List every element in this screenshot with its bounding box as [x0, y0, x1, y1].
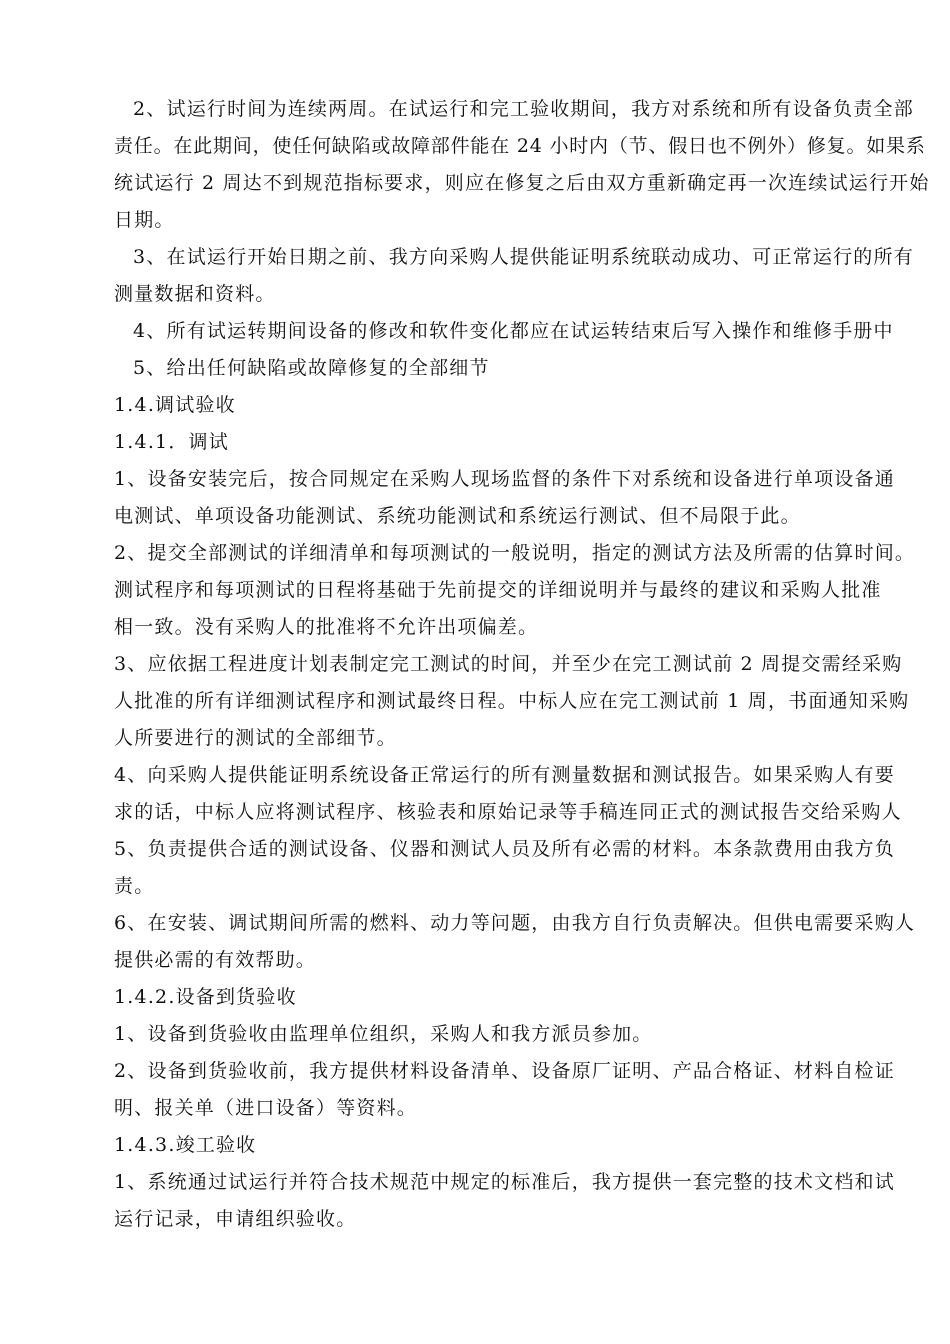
- text-line: 明、报关单（进口设备）等资料。: [114, 1097, 418, 1119]
- text-line: 2、提交全部测试的详细清单和每项测试的一般说明，指定的测试方法及所需的估算时间。: [114, 542, 916, 564]
- text-line: 4、所有试运转期间设备的修改和软件变化都应在试运转结束后写入操作和维修手册中: [133, 320, 894, 342]
- text-line: 3、应依据工程进度计划表制定完工测试的时间，并至少在完工测试前 2 周提交需经采购: [114, 653, 903, 675]
- subsection-heading: 1.4.1．调试: [114, 431, 229, 453]
- text-line: 4、向采购人提供能证明系统设备正常运行的所有测量数据和测试报告。如果采购人有要: [114, 764, 895, 786]
- text-line: 测量数据和资料。: [114, 283, 276, 305]
- text-line: 人批准的所有详细测试程序和测试最终日程。中标人应在完工测试前 1 周，书面通知采购: [114, 690, 910, 712]
- text-line: 日期。: [114, 209, 175, 231]
- text-line: 5、负责提供合适的测试设备、仪器和测试人员及所有必需的材料。本条款费用由我方负: [114, 838, 895, 860]
- text-line: 电测试、单项设备功能测试、系统功能测试和系统运行测试、但不局限于此。: [114, 505, 801, 527]
- text-line: 1、系统通过试运行并符合技术规范中规定的标准后，我方提供一套完整的技术文档和试: [114, 1171, 895, 1193]
- text-line: 求的话，中标人应将测试程序、核验表和原始记录等手稿连同正式的测试报告交给采购人: [114, 801, 902, 823]
- text-line: 5、给出任何缺陷或故障修复的全部细节: [133, 357, 490, 379]
- text-line: 人所要进行的测试的全部细节。: [114, 727, 397, 749]
- section-heading: 1.4.调试验收: [114, 394, 236, 416]
- text-line: 相一致。没有采购人的批准将不允许出项偏差。: [114, 616, 539, 638]
- text-line: 2、试运行时间为连续两周。在试运行和完工验收期间，我方对系统和所有设备负责全部: [133, 98, 914, 120]
- subsection-heading: 1.4.3.竣工验收: [114, 1134, 257, 1156]
- text-line: 测试程序和每项测试的日程将基础于先前提交的详细说明并与最终的建议和采购人批准: [114, 579, 882, 601]
- text-line: 运行记录，申请组织验收。: [114, 1208, 357, 1230]
- text-line: 3、在试运行开始日期之前、我方向采购人提供能证明系统联动成功、可正常运行的所有: [133, 246, 914, 268]
- text-line: 责。: [114, 875, 155, 897]
- text-line: 1、设备到货验收由监理单位组织，采购人和我方派员参加。: [114, 1023, 653, 1045]
- text-line: 1、设备安装完后，按合同规定在采购人现场监督的条件下对系统和设备进行单项设备通: [114, 468, 895, 490]
- text-line: 统试运行 2 周达不到规范指标要求，则应在修复之后由双方重新确定再一次连续试运行开始: [114, 172, 930, 194]
- text-line: 责任。在此期间，使任何缺陷或故障部件能在 24 小时内（节、假日也不例外）修复。如果系: [114, 135, 926, 157]
- text-line: 6、在安装、调试期间所需的燃料、动力等问题，由我方自行负责解决。但供电需要采购人: [114, 912, 916, 934]
- text-line: 提供必需的有效帮助。: [114, 949, 317, 971]
- text-line: 2、设备到货验收前，我方提供材料设备清单、设备原厂证明、产品合格证、材料自检证: [114, 1060, 895, 1082]
- subsection-heading: 1.4.2.设备到货验收: [114, 986, 297, 1008]
